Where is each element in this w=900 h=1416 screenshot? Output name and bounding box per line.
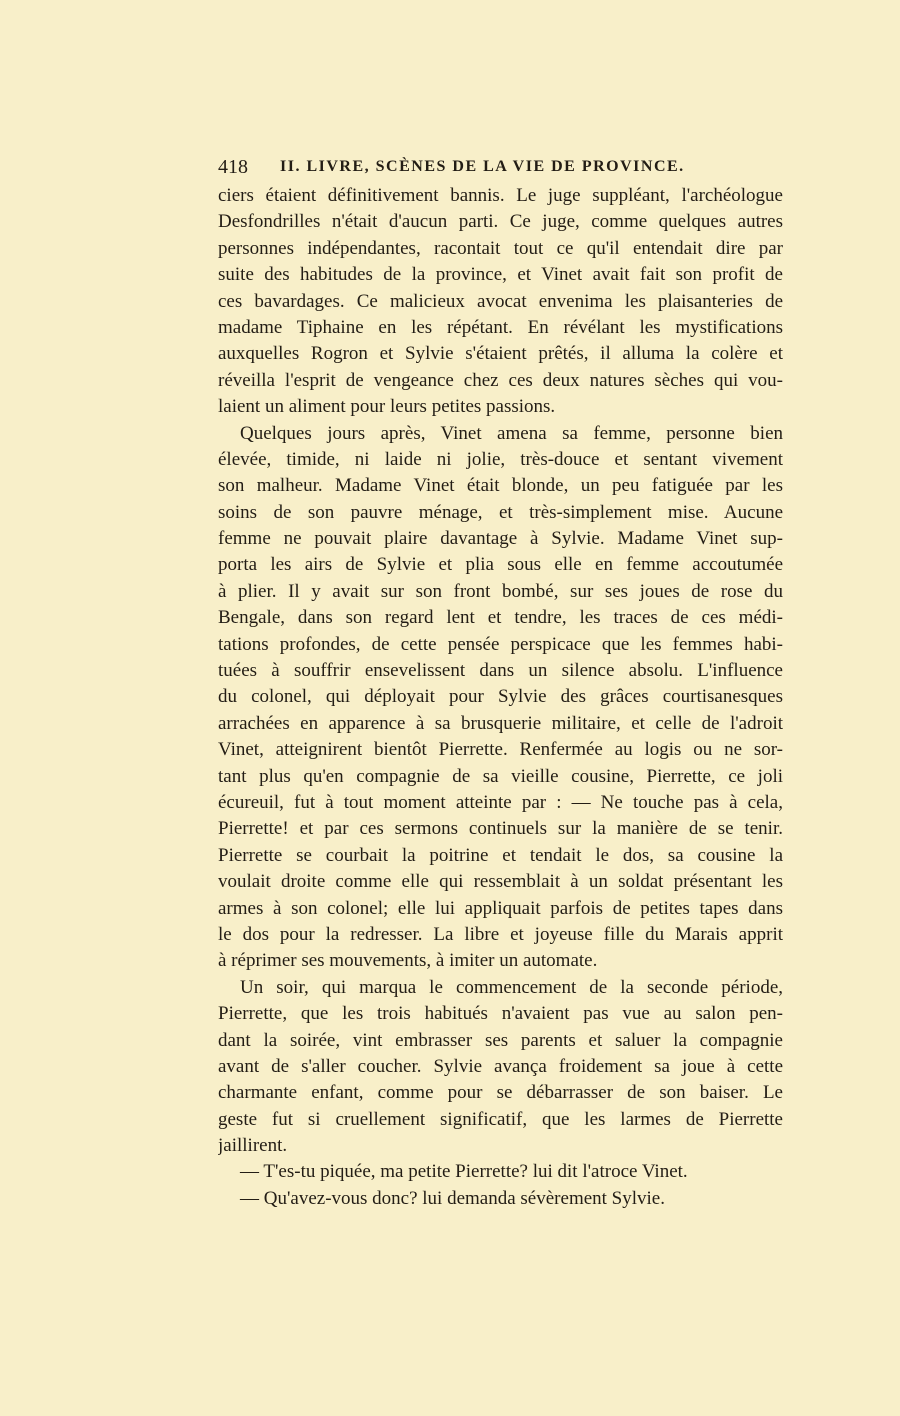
text-line: Quelques jours après, Vinet amena sa femme, personne bien <box>240 422 783 444</box>
running-title: II. LIVRE, SCÈNES DE LA VIE DE PROVINCE. <box>280 158 685 175</box>
text-line: — T'es-tu piquée, ma petite Pierrette? lui dit l'atroce Vinet. <box>240 1161 688 1183</box>
text-line: élevée, timide, ni laide ni jolie, très-douce et sentant vivement <box>218 448 783 470</box>
text-line: ciers étaient définitivement bannis. Le juge suppléant, l'archéologue <box>218 185 783 206</box>
running-header <box>218 156 718 186</box>
paragraph <box>218 421 783 975</box>
text-line: madame Tiphaine en les répétant. En révélant les mystifications <box>218 316 783 338</box>
text-line: Pierrette! et par ces sermons continuels sur la manière de se tenir. <box>218 818 783 840</box>
text-line: tuées à souffrir ensevelissent dans un silence absolu. L'influence <box>218 660 783 682</box>
text-line: arrachées en apparence à sa brusquerie militaire, et celle de l'adroit <box>218 712 783 734</box>
text-line: son malheur. Madame Vinet était blonde, un peu fatiguée par les <box>218 475 783 497</box>
text-line: écureuil, fut à tout moment atteinte par : — Ne touche pas à cela, <box>218 791 783 813</box>
text-line: Vinet, atteignirent bientôt Pierrette. Renfermée au logis ou ne sor- <box>218 739 783 761</box>
text-line: dant la soirée, vint embrasser ses parents et saluer la compagnie <box>218 1029 783 1051</box>
text-line: tant plus qu'en compagnie de sa vieille cousine, Pierrette, ce joli <box>218 765 783 787</box>
text-line: jaillirent. <box>218 1135 288 1157</box>
text-line: voulait droite comme elle qui ressemblait à un soldat présentant les <box>218 871 783 893</box>
text-line: Pierrette se courbait la poitrine et tendait le dos, sa cousine la <box>218 844 783 866</box>
paragraph <box>218 975 783 1160</box>
text-line: tations profondes, de cette pensée perspicace que les femmes habi- <box>218 633 783 655</box>
text-line: geste fut si cruellement significatif, que les larmes de Pierrette <box>218 1108 783 1130</box>
text-line: à plier. Il y avait sur son front bombé, sur ses joues de rose du <box>218 580 783 602</box>
text-line: suite des habitudes de la province, et Vinet avait fait son profit de <box>218 264 783 286</box>
text-line: ces bavardages. Ce malicieux avocat envenima les plaisanteries de <box>218 290 783 312</box>
text-line: auxquelles Rogron et Sylvie s'étaient prêtés, il alluma la colère et <box>218 343 783 365</box>
text-line: laient un aliment pour leurs petites passions. <box>218 396 556 418</box>
paragraph <box>218 183 783 421</box>
text-line: personnes indépendantes, racontait tout ce qu'il entendait dire par <box>218 237 783 259</box>
text-line: à réprimer ses mouvements, à imiter un automate. <box>218 950 598 972</box>
text-line: du colonel, qui déployait pour Sylvie des grâces courtisanesques <box>218 686 783 708</box>
text-line: Pierrette, que les trois habitués n'avaient pas vue au salon pen- <box>218 1003 783 1025</box>
text-line: soins de son pauvre ménage, et très-simplement mise. Aucune <box>218 501 783 523</box>
text-line: Bengale, dans son regard lent et tendre, les traces de ces médi- <box>218 607 783 629</box>
paragraph <box>218 1159 783 1185</box>
text-line: armes à son colonel; elle lui appliquait parfois de petites tapes dans <box>218 897 783 919</box>
text-line: réveilla l'esprit de vengeance chez ces deux natures sèches qui vou- <box>218 369 783 391</box>
text-line: le dos pour la redresser. La libre et joyeuse fille du Marais apprit <box>218 923 783 945</box>
text-line: Un soir, qui marqua le commencement de la seconde période, <box>240 976 783 998</box>
paragraph <box>218 1186 783 1212</box>
text-line: avant de s'aller coucher. Sylvie avança froidement sa joue à cette <box>218 1055 783 1077</box>
text-line: Desfondrilles n'était d'aucun parti. Ce juge, comme quelques autres <box>218 211 783 233</box>
text-line: femme ne pouvait plaire davantage à Sylvie. Madame Vinet sup- <box>218 528 783 550</box>
text-line: charmante enfant, comme pour se débarrasser de son baiser. Le <box>218 1082 783 1104</box>
page-body-text <box>218 183 783 1212</box>
text-line: — Qu'avez-vous donc? lui demanda sévèrement Sylvie. <box>240 1187 665 1209</box>
text-line: porta les airs de Sylvie et plia sous elle en femme accoutumée <box>218 554 783 576</box>
page-number: 418 <box>218 156 248 178</box>
